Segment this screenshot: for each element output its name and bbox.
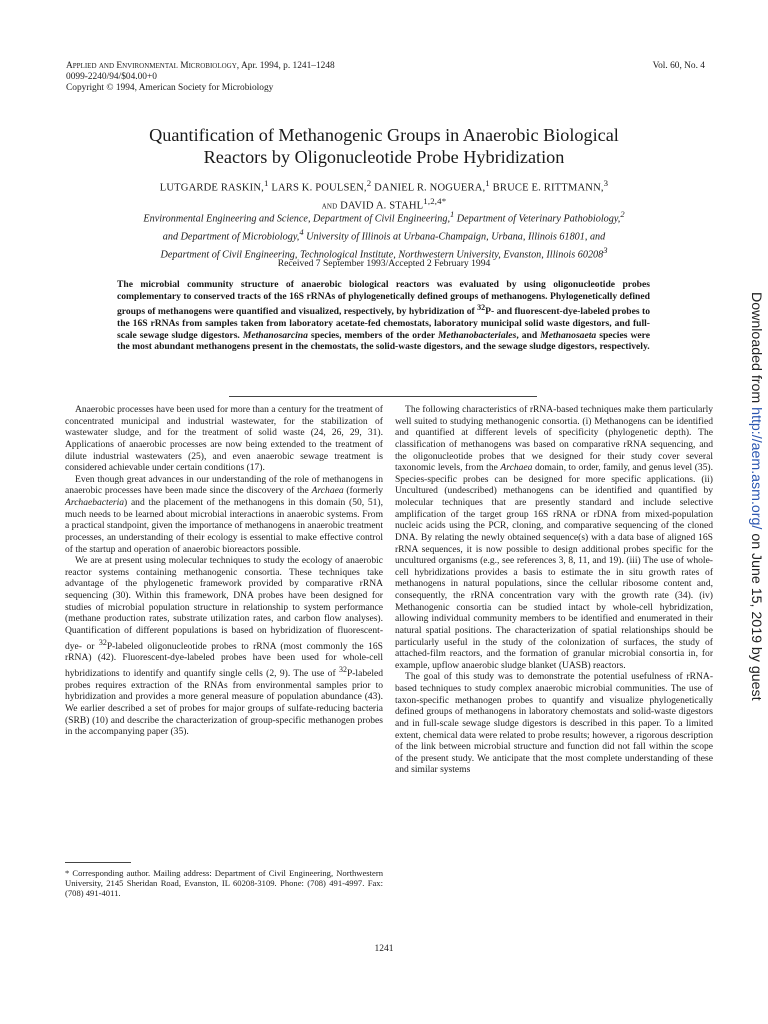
received-dates: Received 7 September 1993/Accepted 2 February 1994 <box>277 258 491 269</box>
volume-issue: Vol. 60, No. 4 <box>652 61 705 71</box>
corresponding-author-footnote: * Corresponding author. Mailing address: Department of Civil Engineering, Northwestern University, 2145 Sheridan Road, Evanston, IL 60208-3109. Phone: (708) 491-4997. Fax: (708) 491-4011. <box>65 868 383 899</box>
body-column-right <box>395 404 713 776</box>
page-number: 1241 <box>374 944 394 954</box>
abstract-divider <box>229 396 537 397</box>
title-line-2: Reactors by Oligonucleotide Probe Hybridization <box>203 147 565 167</box>
paragraph: Anaerobic processes have been used for more than a century for the treatment of concentrated municipal and industrial wastewater, for the stabilization of wastewater sludge, and for the treatment of solid waste (24, 26, 29, 31). Applications of anaerobic processes are now being extended to the treatment of dilute industrial wastewaters (25), and even anaerobic sewage treatment is considered achievable under certain conditions (17). <box>65 404 383 474</box>
paragraph: The following characteristics of rRNA-based techniques make them particularly well suited to studying methanogenic consortia. (i) Methanogens can be identified and quantified at different levels of specificity (phylogenetic depth). The classification of methanogens was based on comparative rRNA sequencing, and the oligonucleotide probes that we designed for their study cover several taxonomic levels, from the Archaea domain, to order, family, and genus level (35). Species-specific probes can be designed for more specific applications. (ii) Uncultured (undescribed) methanogens can be identified and quantified by molecular techniques that are presently standard and include selective amplification of the target group 16S rRNA or rDNA from mixed-population nucleic acids using the PCR, cloning, and comparative sequencing of the cloned DNA. By relating the newly obtained sequence(s) with a data base of aligned 16S rRNA sequences, it is now possible to design additional probes specific for the uncultured organisms (e.g., see references 3, 8, 11, and 19). (iii) The use of whole-cell hybridizations provides a basis to estimate the in situ growth rates of methanogens in natural populations, since the cellular ribosome content and, consequently, the rRNA concentration vary with the growth rate (34). (iv) Methanogenic consortia can be studied intact by whole-cell hybridization, allowing individual community members to be identified and enumerated in their natural spatial positions. The characterization of spatial relationships should be particularly useful in the study of the colonization of surfaces, the study of attached-film reactors, and the formation of granular microbial consortia in, for example, upflow anaerobic sludge blanket (UASB) reactors. <box>395 404 713 671</box>
affiliations: Environmental Engineering and Science, Department of Civil Engineering,$^1$ Department of Veterinary Pathobiology,$^2$ and Department of Microbiology,$^4$ University of Illinois at Urbana-Champaign, Urbana, Illinois 61801, and Department of Civil Engineering, Technological Institute, Northwestern University, Evanston, Illinois 60208$^3$ <box>143 209 625 261</box>
download-link[interactable]: http://aem.asm.org/ <box>748 407 764 530</box>
abstract: The microbial community structure of anaerobic biological reactors was evaluated by using oligonucleotide probes complementary to conserved tracts of the 16S rRNAs of phylogenetically defined groups of methanogens. Phylogenetically defined groups of methanogens were quantified and visualized, respectively, by hybridization of $^{32}$P- and fluorescent-dye-labeled probes to the 16S rRNAs from samples taken from laboratory acetate-fed chemostats, laboratory municipal solid waste digestors, and full-scale sewage sludge digestors. Methanosarcina species, members of the order Methanobacteriales, and Methanosaeta species were the most abundant methanogens present in the chemostats, the solid-waste digestors, and the sewage sludge digestors, respectively. <box>117 279 651 353</box>
author-line-1: LUTGARDE RASKIN,$^1$ LARS K. POULSEN,$^2$ DANIEL R. NOGUERA,$^1$ BRUCE E. RITTMANN,$^3$ <box>159 178 609 194</box>
journal-header <box>66 61 335 94</box>
journal-citation: Applied and Environmental Microbiology, Apr. 1994, p. 1241–1248 <box>66 61 335 71</box>
download-watermark: Downloaded from http://aem.asm.org/ on June 15, 2019 by guest <box>748 292 764 701</box>
paragraph: Even though great advances in our understanding of the role of methanogens in anaerobic processes have been made since the discovery of the Archaea (formerly Archaebacteria) and the placement of the methanogens in this domain (50, 51), much needs to be learned about microbial interactions in anaerobic systems. From a practical standpoint, given the importance of methanogens in anaerobic treatment processes, an understanding of their ecology is essential to make effective control of the startup and operation of anaerobic bioreactors possible. <box>65 473 384 555</box>
paragraph: The goal of this study was to demonstrate the potential usefulness of rRNA-based techniques to study complex anaerobic microbial communities. The use of taxon-specific methanogen probes to quantify and visualize phylogenetically defined groups of methanogens in laboratory chemostats and solid-waste digestors and in full-scale sewage sludge digestors is described in this paper. To a limited extent, chemical data were related to probe results; however, a rigorous description of the link between microbial structure and function did not fall within the scope of the present study. We anticipate that the most complete understanding of these and similar systems <box>395 671 713 776</box>
paragraph: We are at present using molecular techniques to study the ecology of anaerobic reactor systems containing methanogenic consortia. These techniques take advantage of the phylogenetic framework provided by comparative rRNA sequencing (30). Within this framework, DNA probes have been designed for studies of microbial population structure in relationship to system performance (methane production rates, substrate utilization rates, and carbon flow analyses). Quantification of different populations is based on hybridization of fluorescent-dye- or $^{32}$P-labeled oligonucleotide probes to rRNA (most commonly the 16S rRNA) (42). Fluorescent-dye-labeled probes have been used for whole-cell hybridizations to identify and quantify single cells (2, 9). The use of $^{32}$P-labeled probes requires extraction of the RNAs from environmental samples prior to hybridization and provides a more general measure of population abundance (43). We earlier described a set of probes for major groups of sulfate-reducing bacteria (SRB) (10) and describe the characterization of group-specific methanogen probes in the accompanying paper (35). <box>65 555 383 738</box>
issn-line: 0099-2240/94/$04.00+0 <box>66 72 157 82</box>
copyright-line: Copyright © 1994, American Society for Microbiology <box>66 83 274 93</box>
body-column-left <box>65 404 383 738</box>
footnote-divider <box>65 862 131 863</box>
author-line-2: and DAVID A. $STAHL^{1,2,4*}$ <box>321 196 447 212</box>
title-line-1: Quantification of Methanogenic Groups in Anaerobic Biological <box>149 125 619 145</box>
article-title <box>60 124 708 168</box>
